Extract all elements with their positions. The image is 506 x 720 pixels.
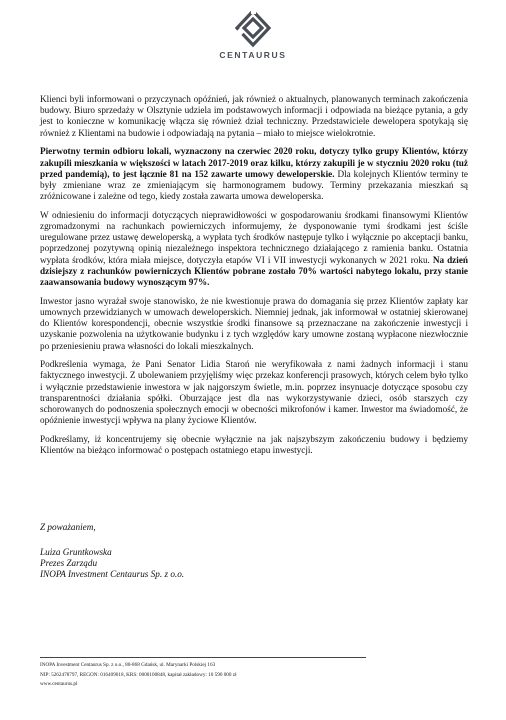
paragraph-2 xyxy=(40,146,468,202)
paragraph-3-bold: Na dzień dzisiejszy z rachunków powierniczych Klientów pobrane zostało 70% wartości nabytego lokalu, przy stanie zaawansowania budowy wynoszącym 97%. xyxy=(40,254,468,288)
footer xyxy=(40,661,237,690)
signature-block xyxy=(40,547,184,581)
centaurus-logo-icon xyxy=(233,8,273,48)
signatory-name: Luiza Gruntkowska xyxy=(40,547,112,557)
paragraph-2-bold: Pierwotny termin odbioru lokali, wyznaczony na czerwiec 2020 roku, dotyczy tylko grupy Klientów, którzy zakupili mieszkania w większości w latach 2017-2019 oraz kilku, którzy zakupili je w styczniu 2020 roku (tuż przed pandemią), to jest łącznie 81 na 152 zawarte umowy deweloperskie. xyxy=(40,146,468,179)
paragraph-1: Klienci byli informowani o przyczynach opóźnień, jak również o aktualnych, planowanych terminach zakończenia budowy. Biuro sprzedaży w Olsztynie udziela im podstawowych informacji i odpowiada na bieżące pytania, a gdy jest to konieczne w komunikację włącza się również dział techniczny. Przedstawiciele dewelopera spotykają się również z Klientami na budowie i odpowiadają na pytania – miało to miejsce wielokrotnie. xyxy=(40,94,468,138)
paragraph-2-text: Dla kolejnych Klientów terminy te były zmieniane wraz ze zmieniającym się harmonogramem budowy. Terminy przekazania mieszkań są zróżnicowane i zależne od tego, kiedy została zawarta umowa deweloperska. xyxy=(40,168,468,202)
paragraph-6: Podkreślamy, iż koncentrujemy się obecnie wyłącznie na jak najszybszym zakończeniu budowy i będziemy Klientów na bieżąco informować o postępach ostatniego etapu inwestycji. xyxy=(40,433,468,456)
footer-divider xyxy=(40,657,366,658)
paragraph-5: Podkreślenia wymaga, że Pani Senator Lidia Staroń nie weryfikowała z nami żadnych informacji i stanu faktycznego inwestycji. Z ubolewaniem przyjęliśmy więc przekaz konferencji prasowych, których celem było tylko i wyłącznie przedstawienie inwestora w jak najgorszym świetle, m.in. poprzez insynuacje dotyczące sposobu czy transparentności działania spółki. Oburzające jest dla nas wykorzystywanie dzieci, osób starszych czy schorowanych do podnoszenia społecznych emocji w obecności mikrofonów i kamer. Inwestor ma świadomość, że opóźnienie inwestycji wpływa na plany życiowe Klientów. xyxy=(40,359,468,426)
signatory-company: INOPA Investment Centaurus Sp. z o.o. xyxy=(40,569,185,580)
letter-body xyxy=(40,94,468,464)
paragraph-3 xyxy=(40,210,468,288)
company-logo xyxy=(0,8,506,60)
logo-wordmark: CENTAURUS xyxy=(219,50,287,60)
footer-address: INOPA Investment Centaurus Sp. z o.o., 80-868 Gdańsk, ul. Marynarki Polskiej 163 xyxy=(40,662,216,668)
footer-website-link[interactable]: www.centaurus.pl xyxy=(40,681,78,688)
signatory-title: Prezes Zarządu xyxy=(40,558,98,569)
paragraph-4: Inwestor jasno wyrażał swoje stanowisko, że nie kwestionuje prawa do domagania się przez Klientów zapłaty kar umownych przewidzianych w umowach deweloperskich. Niemniej jednak, jak informował w ostatniej skierowanej do Klientów korespondencji, obecnie wszystkie środki finansowe są przeznaczane na zakończenie inwestycji i uzyskanie pozwolenia na użytkowanie budynku i z tych względów kary umowne zostaną wypłacone niezwłocznie po przeniesieniu prawa własności do lokali mieszkalnych. xyxy=(40,295,468,351)
closing-salutation: Z poważaniem, xyxy=(40,522,96,532)
footer-registration: NIP: 5262478797, REGON: 016409018, KRS: 0000100848, kapitał zakładowy: 10 590 000 zł xyxy=(40,671,237,678)
paragraph-3-text: W odniesieniu do informacji dotyczących nieprawidłowości w gospodarowaniu środkami finansowymi Klientów zgromadzonymi na rachunkach powierniczych informujemy, że dysponowanie tymi środkami jest ściśle uregulowane przez ustawę deweloperską, a wypłata tych środków następuje tylko i wyłącznie po akceptacji banku, poprzedzonej pozytywną opinią niezależnego inspektora technicznego działającego z ramienia banku. Ostatnia wypłata środków, która miała miejsce, dotyczyła etapów VI i VII inwestycji wykonanych w 2021 roku. xyxy=(40,209,468,265)
